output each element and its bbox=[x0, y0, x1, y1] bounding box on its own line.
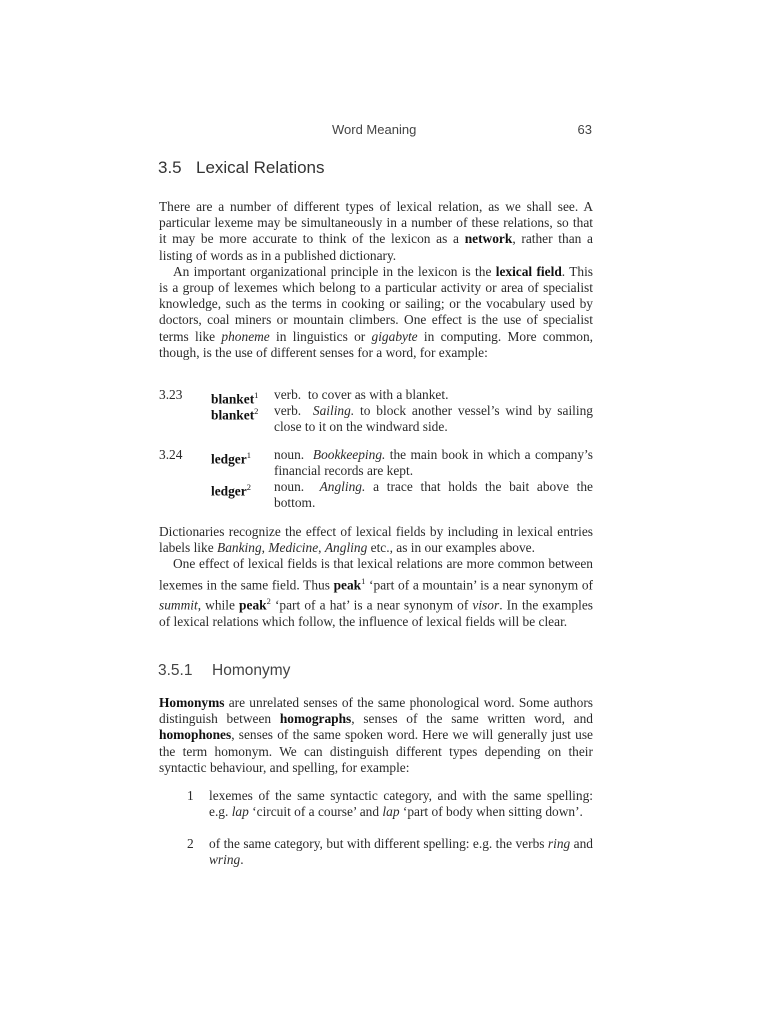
sense-number: 2 bbox=[246, 482, 251, 492]
example-definition bbox=[274, 479, 593, 511]
italic-term: wring bbox=[209, 852, 241, 868]
list-number: 2 bbox=[187, 836, 194, 851]
definition-text: the main book in which a company’s financial records are kept. bbox=[274, 447, 593, 479]
text-run: ‘part of body when sitting down’. bbox=[399, 804, 583, 820]
example-definition bbox=[274, 447, 593, 479]
subsection-number: 3.5.1 bbox=[158, 662, 193, 679]
term-network: network bbox=[464, 231, 513, 247]
text-run: . This is a group of lexemes which belong to a particular activity or area of specialist knowledge, such as the terms in cooking or sailing; or the vocabulary used by doctors, coal miners or mountain climbers. One effect is the use of specialist terms like bbox=[159, 263, 593, 344]
list-number: 1 bbox=[187, 788, 194, 803]
list-text bbox=[209, 836, 593, 868]
text-run: in computing. More common, though, is the use of different senses for a word, for example: bbox=[159, 328, 594, 360]
italic-term: Banking bbox=[217, 540, 262, 556]
italic-term: visor bbox=[472, 597, 500, 613]
text-run: and bbox=[570, 836, 593, 851]
text-run: in linguistics or bbox=[269, 328, 372, 344]
italic-term: Medicine bbox=[268, 540, 319, 556]
section-number: 3.5 bbox=[158, 158, 182, 177]
definition-text: to block another vessel’s wind by sailing close to it on the windward side. bbox=[274, 403, 593, 435]
sense-number: 2 bbox=[266, 596, 271, 607]
italic-term: lap bbox=[382, 804, 400, 820]
text-run: . bbox=[240, 852, 244, 868]
example-row bbox=[159, 479, 593, 511]
term-homographs: homographs bbox=[279, 711, 352, 727]
intro-paragraphs bbox=[159, 199, 593, 361]
sense-number: 1 bbox=[361, 575, 366, 586]
running-title: Word Meaning bbox=[332, 122, 417, 137]
definition-text: to cover as with a blanket. bbox=[307, 387, 449, 402]
text-run: , rather than a listing of words as in a published dictionary. bbox=[159, 231, 593, 263]
italic-term: summit bbox=[159, 597, 198, 613]
sense-number: 1 bbox=[254, 390, 259, 400]
field-paragraphs bbox=[159, 524, 593, 630]
section-heading bbox=[158, 158, 325, 178]
term-peak: peak bbox=[239, 597, 267, 613]
italic-term: phoneme bbox=[221, 328, 270, 344]
term-text: ledger bbox=[211, 451, 247, 467]
example-definition bbox=[274, 403, 593, 435]
paragraph-1 bbox=[159, 199, 593, 264]
part-of-speech: noun. bbox=[274, 447, 305, 462]
field-label: Angling. bbox=[319, 479, 366, 494]
field-label: Bookkeeping. bbox=[312, 447, 386, 462]
term-text: ledger bbox=[211, 483, 247, 499]
text-run: , bbox=[318, 540, 325, 556]
sense-number: 1 bbox=[246, 450, 251, 460]
example-term bbox=[211, 479, 251, 500]
paragraph-2 bbox=[159, 264, 593, 361]
term-text: blanket bbox=[211, 407, 255, 423]
text-run: One effect of lexical fields is that lexical relations are more common between lexemes in the same field. Thus bbox=[159, 556, 593, 593]
example-row bbox=[159, 447, 593, 479]
example-number: 3.23 bbox=[159, 387, 183, 402]
subsection-title: Homonymy bbox=[212, 662, 291, 679]
text-run: There are a number of different types of lexical relation, as we shall see. A particular lexeme may be simultaneously in a number of these relations, so that it may be more accurate to think of the lexicon as a bbox=[159, 199, 593, 247]
homonymy-paragraph bbox=[159, 695, 593, 776]
text-run: . In the examples of lexical relations which follow, the influence of lexical fields will be clear. bbox=[159, 597, 593, 629]
text-run: , senses of the same written word, and bbox=[351, 711, 593, 727]
paragraph-5 bbox=[159, 695, 593, 776]
text-run: , bbox=[261, 540, 269, 556]
term-text: blanket bbox=[211, 391, 255, 407]
definition-text: a trace that holds the bait above the bottom. bbox=[274, 479, 593, 511]
example-term bbox=[211, 403, 258, 424]
section-title: Lexical Relations bbox=[196, 158, 325, 177]
term-peak: peak bbox=[333, 577, 362, 593]
paragraph-4 bbox=[159, 556, 593, 630]
italic-term: ring bbox=[547, 836, 571, 851]
text-run: are unrelated senses of the same phonological word. Some authors distinguish between bbox=[159, 695, 593, 727]
paragraph-3 bbox=[159, 524, 593, 556]
part-of-speech: noun. bbox=[274, 479, 305, 494]
italic-term: Angling bbox=[324, 540, 368, 556]
text-run: ‘circuit of a course’ and bbox=[248, 804, 383, 820]
italic-term: gigabyte bbox=[371, 328, 418, 344]
field-label: Sailing. bbox=[312, 403, 355, 418]
term-homophones: homophones bbox=[159, 727, 232, 743]
list-text bbox=[209, 788, 593, 820]
example-definition bbox=[274, 387, 593, 403]
text-run: etc., as in our examples above. bbox=[367, 540, 535, 556]
text-run: , while bbox=[197, 597, 240, 613]
example-number: 3.24 bbox=[159, 447, 183, 462]
example-term bbox=[211, 447, 251, 468]
subsection-heading bbox=[158, 662, 290, 680]
text-run: ‘part of a hat’ is a near synonym of bbox=[270, 597, 473, 613]
part-of-speech: verb. bbox=[274, 387, 302, 402]
text-run: , senses of the same spoken word. Here we will generally just use the term homonym. We can distinguish different types depending on their syntactic behaviour, and spelling, for example: bbox=[159, 727, 593, 775]
page-number: 63 bbox=[577, 122, 592, 137]
running-head bbox=[160, 122, 592, 140]
example-row bbox=[159, 403, 593, 435]
text-run: Dictionaries recognize the effect of lexical fields by including in lexical entries labels like bbox=[159, 524, 593, 556]
term-homonyms: Homonyms bbox=[159, 695, 225, 710]
sense-number: 2 bbox=[254, 406, 259, 416]
part-of-speech: verb. bbox=[274, 403, 302, 418]
text-run: ‘part of a mountain’ is a near synonym of bbox=[365, 577, 593, 593]
text-run: An important organizational principle in the lexicon is the bbox=[173, 263, 496, 279]
text-run: lexemes of the same syntactic category, and with the same spelling: e.g. bbox=[209, 788, 593, 820]
text-run: of the same category, but with different spelling: e.g. the verbs bbox=[209, 836, 548, 851]
example-row bbox=[159, 387, 593, 407]
italic-term: lap bbox=[231, 804, 249, 820]
term-lexical-field: lexical field bbox=[495, 263, 562, 279]
